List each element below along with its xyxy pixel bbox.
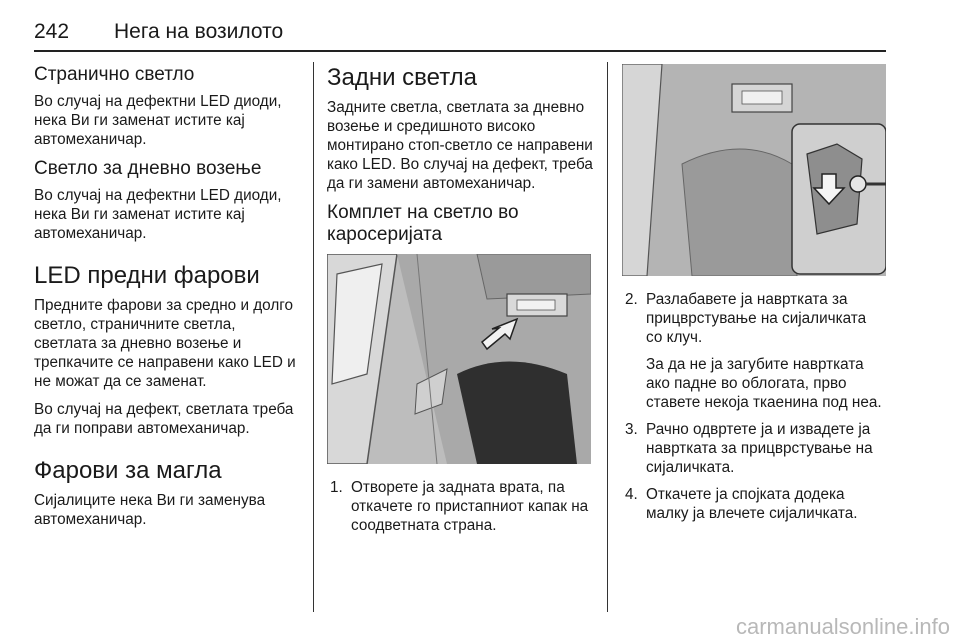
column-3	[622, 64, 886, 531]
section-title-fog-lights: Фарови за магла	[34, 457, 222, 484]
column-2	[327, 64, 593, 543]
step-item-3	[622, 420, 886, 477]
step-note: За да не ја загубите навртката ако падне во облогата, прво ставете некоја ткаенина под неа.	[646, 356, 882, 411]
step-text: Разлабавете ја навртката за прицврстување на сијаличката со клуч.	[646, 291, 867, 346]
section-title-cargo-light: Комплет на светло во каросеријата	[327, 202, 519, 245]
section-title-tail-lights: Задни светла	[327, 64, 478, 91]
header-rule	[34, 50, 886, 52]
step-text: Отворете ја задната врата, па откачете го пристапниот капак на соодветната страна.	[351, 479, 589, 534]
steps-list-2	[622, 290, 886, 523]
lamp-housing-drawing	[622, 64, 886, 276]
step-number: 2.	[625, 291, 638, 308]
step-item-1	[327, 478, 593, 535]
column-1	[34, 64, 300, 538]
tail-lights-text: Задните светла, светлата за дневно возење и средишното високо монтирано стоп-светло се направени како LED. Во случај на дефект, треба да ги замени автомеханичар.	[327, 99, 593, 192]
step-number: 4.	[625, 486, 638, 503]
lamp-housing-figure	[622, 64, 886, 276]
step-text: Откачете ја спојката додека малку ја влечете сијаличката.	[646, 486, 858, 522]
cargo-area-figure	[327, 254, 591, 464]
step-number: 3.	[625, 421, 638, 438]
led-headlights-text-2: Во случај на дефект, светлата треба да ги поправи автомеханичар.	[34, 401, 294, 437]
side-light-text: Во случај на дефектни LED диоди, нека Ви ги заменат истите кај автомеханичар.	[34, 93, 282, 148]
steps-list-1	[327, 478, 593, 535]
section-title-led-headlights: LED предни фарови	[34, 262, 260, 289]
page-header	[34, 6, 886, 50]
column-divider-2	[607, 62, 608, 612]
section-title-daytime-light: Светло за дневно возење	[34, 158, 262, 179]
step-number: 1.	[330, 479, 343, 496]
fog-lights-text: Сијалиците нека Ви ги заменува автомеханичар.	[34, 492, 266, 528]
led-headlights-text-1: Предните фарови за средно и долго светло, страничните светла, светлата за дневно возење и трепкачите се направени како LED и не можат да се заменат.	[34, 297, 296, 390]
watermark: carmanualsonline.info	[735, 614, 950, 639]
step-text: Рачно одвртете ја и извадете ја навртката за прицврстување на сијаличката.	[646, 421, 873, 476]
chapter-title: Нега на возилото	[114, 20, 284, 43]
daytime-light-text: Во случај на дефектни LED диоди, нека Ви ги заменат истите кај автомеханичар.	[34, 187, 282, 242]
step-item-2	[622, 290, 886, 412]
section-title-side-light: Странично светло	[34, 64, 195, 85]
page-number: 242	[34, 20, 70, 43]
column-divider-1	[313, 62, 314, 612]
step-item-4	[622, 485, 886, 523]
cargo-area-drawing	[327, 254, 591, 464]
